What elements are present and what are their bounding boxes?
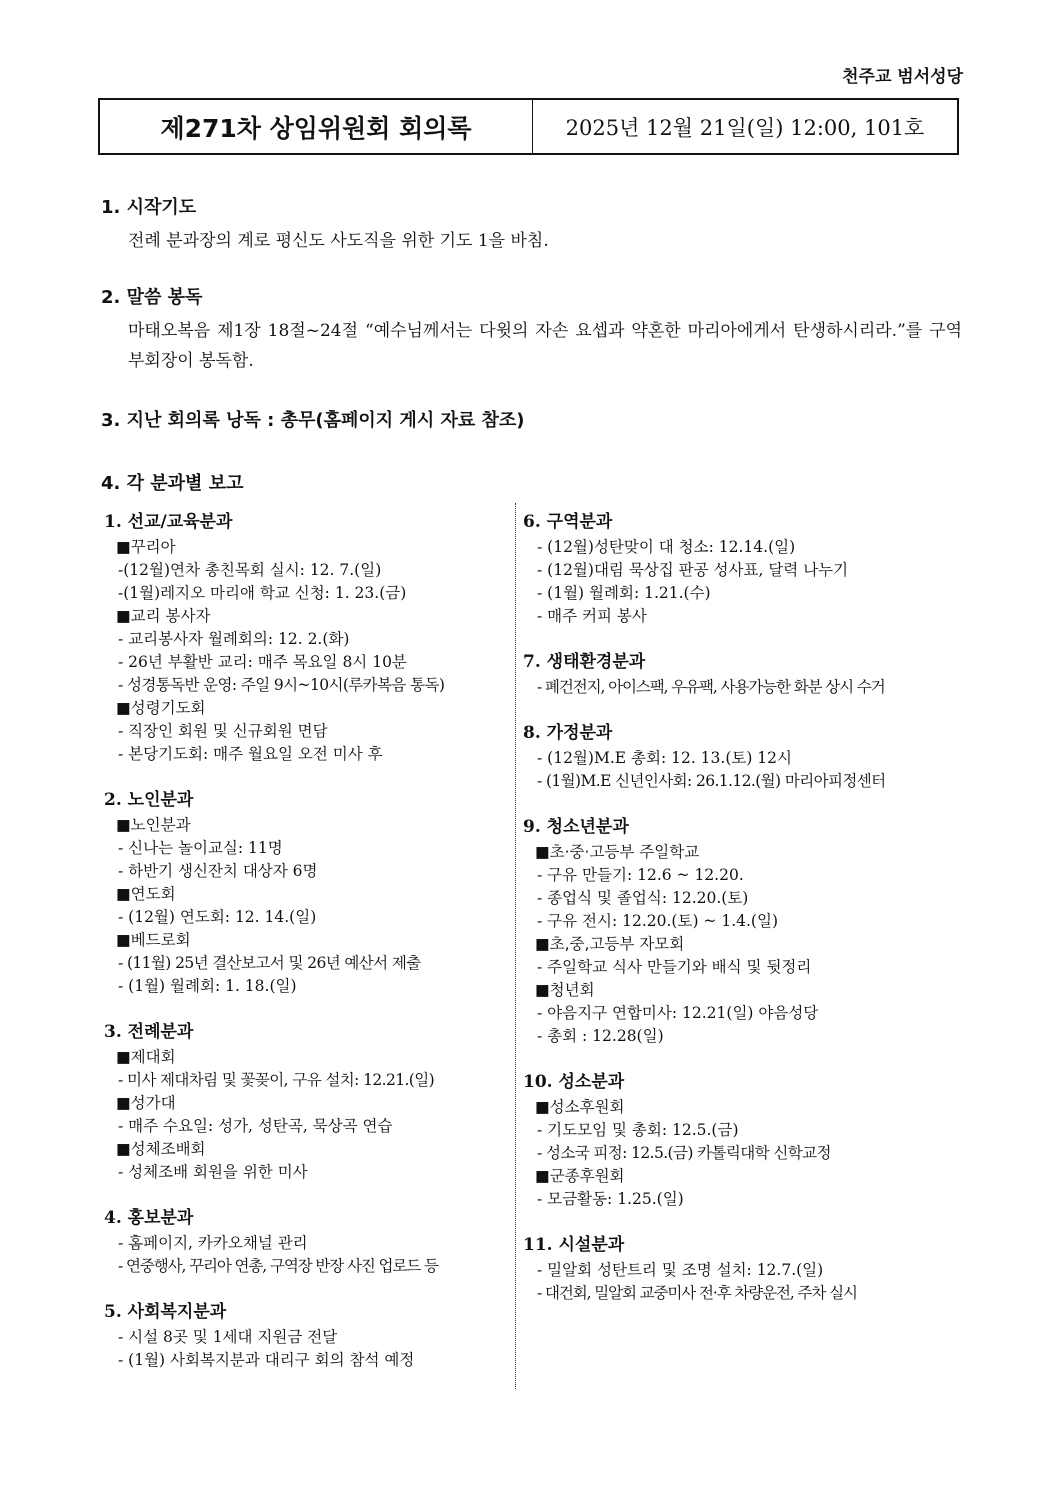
report-subgroup: ■초·중·고등부 주일학교 <box>535 843 700 861</box>
report-subgroup: ■꾸리아 <box>116 538 176 556</box>
report-item: - 직장인 회원 및 신규회원 면담 <box>118 722 328 740</box>
report-item: -(1월)레지오 마리애 학교 신청: 1. 23.(금) <box>118 584 407 602</box>
section-heading: 3. 지난 회의록 낭독 : 총무(홈페이지 게시 자료 참조) <box>101 410 525 431</box>
report-subgroup: ■베드로회 <box>116 931 191 949</box>
report-subgroup: ■초,중,고등부 자모회 <box>535 935 685 953</box>
report-item: - 하반기 생신잔치 대상자 6명 <box>118 862 318 880</box>
report-group-heading: 1. 선교/교육분과 <box>104 512 233 532</box>
section-body: 마태오복음 제1장 18절~24절 “예수님께서는 다윗의 자손 요셉과 약혼한 마리아에게서 탄생하시리라.”를 구역 부회장이 봉독함. <box>128 321 962 371</box>
report-item: - 미사 제대차림 및 꽃꽂이, 구유 설치: 12.21.(일) <box>118 1071 435 1089</box>
document-title: 제271차 상임위원회 회의록 <box>100 100 533 153</box>
report-subgroup: ■성령기도회 <box>116 699 206 717</box>
report-item: - (12월)성탄맞이 대 청소: 12.14.(일) <box>537 538 796 556</box>
report-subgroup: ■교리 봉사자 <box>116 607 211 625</box>
report-item: - (1월) 월례회: 1. 18.(일) <box>118 977 297 995</box>
report-group-heading: 4. 홍보분과 <box>104 1208 194 1228</box>
report-item: - 시설 8곳 및 1세대 지원금 전달 <box>118 1328 338 1346</box>
report-subgroup: ■성가대 <box>116 1094 176 1112</box>
section-committee-reports <box>101 470 961 498</box>
report-subgroup: ■청년회 <box>535 981 595 999</box>
report-item: - 교리봉사자 월례회의: 12. 2.(화) <box>118 630 350 648</box>
report-group <box>104 1018 514 1184</box>
report-group <box>523 1068 943 1211</box>
report-item: - 본당기도회: 매주 월요일 오전 미사 후 <box>118 745 383 763</box>
report-subgroup: ■군종후원회 <box>535 1167 625 1185</box>
report-item: - 기도모임 및 총회: 12.5.(금) <box>537 1121 739 1139</box>
title-box <box>98 98 959 155</box>
report-item: - 모금활동: 1.25.(일) <box>537 1190 684 1208</box>
report-item: - (1월) 월례회: 1.21.(수) <box>537 584 711 602</box>
report-item: - 성체조배 회원을 위한 미사 <box>118 1163 308 1181</box>
report-subgroup: ■제대회 <box>116 1048 176 1066</box>
report-item: - 신나는 놀이교실: 11명 <box>118 839 283 857</box>
report-group <box>523 719 943 793</box>
report-group-heading: 2. 노인분과 <box>104 790 194 810</box>
report-item: - 26년 부활반 교리: 매주 목요일 8시 10분 <box>118 653 407 671</box>
report-group <box>104 508 514 766</box>
report-group-heading: 3. 전례분과 <box>104 1022 194 1042</box>
section-heading: 4. 각 분과별 보고 <box>101 473 244 494</box>
report-item: - 종업식 및 졸업식: 12.20.(토) <box>537 889 749 907</box>
report-subgroup: ■연도회 <box>116 885 176 903</box>
report-item: -(12월)연차 총친목회 실시: 12. 7.(일) <box>118 561 382 579</box>
report-item: - 홈페이지, 카카오채널 관리 <box>118 1234 308 1252</box>
report-item: - (1월)M.E 신년인사회: 26.1.12.(월) 마리아피정센터 <box>537 772 886 790</box>
church-name: 천주교 범서성당 <box>842 67 963 87</box>
report-group <box>523 813 943 1048</box>
report-group-heading: 10. 성소분과 <box>523 1072 625 1092</box>
column-divider <box>515 503 516 1389</box>
report-group-heading: 11. 시설분과 <box>523 1235 625 1255</box>
report-item: - (1월) 사회복지분과 대리구 회의 참석 예정 <box>118 1351 415 1369</box>
report-item: - 총회 : 12.28(일) <box>537 1027 664 1045</box>
report-item: - 매주 수요일: 성가, 성탄곡, 묵상곡 연습 <box>118 1117 393 1135</box>
section-body: 전례 분과장의 계로 평신도 사도직을 위한 기도 1을 바침. <box>128 231 549 251</box>
report-item: - (11월) 25년 결산보고서 및 26년 예산서 제출 <box>118 954 421 972</box>
section-opening-prayer <box>101 194 961 256</box>
report-item: - 밀알회 성탄트리 및 조명 설치: 12.7.(일) <box>537 1261 824 1279</box>
report-item: - (12월) 연도회: 12. 14.(일) <box>118 908 317 926</box>
report-item: - 폐건전지, 아이스팩, 우유팩, 사용가능한 화분 상시 수거 <box>537 678 885 696</box>
report-subgroup: ■성체조배회 <box>116 1140 206 1158</box>
section-scripture-reading <box>101 284 961 376</box>
report-item: - 구유 만들기: 12.6 ~ 12.20. <box>537 866 744 884</box>
report-group-heading: 5. 사회복지분과 <box>104 1302 227 1322</box>
report-item: - 성경통독반 운영: 주일 9시~10시(루카복음 통독) <box>118 676 445 694</box>
report-item: - (12월)대림 묵상집 판공 성사표, 달력 나누기 <box>537 561 849 579</box>
report-item: - 야음지구 연합미사: 12.21(일) 야음성당 <box>537 1004 819 1022</box>
report-item: - 성소국 피정: 12.5.(금) 카톨릭대학 신학교정 <box>537 1144 831 1162</box>
report-group-heading: 7. 생태환경분과 <box>523 652 646 672</box>
report-item: - 매주 커피 봉사 <box>537 607 647 625</box>
report-group <box>523 508 943 628</box>
report-item: - (12월)M.E 총회: 12. 13.(토) 12시 <box>537 749 793 767</box>
report-group <box>104 1298 514 1372</box>
report-group-heading: 9. 청소년분과 <box>523 817 629 837</box>
report-item: - 구유 전시: 12.20.(토) ~ 1.4.(일) <box>537 912 778 930</box>
report-group <box>104 1204 514 1278</box>
report-subgroup: ■노인분과 <box>116 816 191 834</box>
section-previous-minutes <box>101 407 961 435</box>
reports-left-column <box>104 508 514 1392</box>
report-group <box>104 786 514 998</box>
report-subgroup: ■성소후원회 <box>535 1098 625 1116</box>
reports-right-column <box>523 508 943 1325</box>
report-item: - 주일학교 식사 만들기와 배식 및 뒷정리 <box>537 958 812 976</box>
report-group-heading: 6. 구역분과 <box>523 512 613 532</box>
report-group <box>523 648 943 699</box>
report-group-heading: 8. 가정분과 <box>523 723 613 743</box>
meeting-datetime: 2025년 12월 21일(일) 12:00, 101호 <box>565 115 925 140</box>
section-heading: 1. 시작기도 <box>101 197 197 218</box>
report-item: - 대건회, 밀알회 교중미사 전·후 차량운전, 주차 실시 <box>537 1284 857 1302</box>
report-item: - 연중행사, 꾸리아 연총, 구역장 반장 사진 업로드 등 <box>118 1257 438 1275</box>
section-heading: 2. 말씀 봉독 <box>101 287 203 308</box>
report-group <box>523 1231 943 1305</box>
